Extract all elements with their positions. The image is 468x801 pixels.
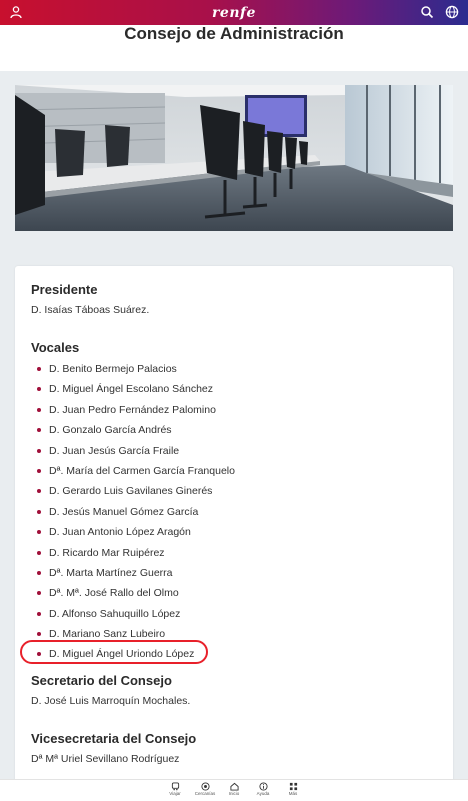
bullet-icon: [37, 632, 41, 636]
bullet-icon: [37, 428, 41, 432]
nav-ayuda[interactable]: Ayuda: [248, 782, 278, 797]
list-item: D. Gonzalo García Andrés: [35, 420, 435, 440]
section-title-presidente: Presidente: [31, 282, 98, 297]
top-bar: [0, 0, 468, 25]
bullet-icon: [37, 571, 41, 575]
section-title-vocales: Vocales: [31, 340, 80, 355]
bullet-icon: [37, 510, 41, 514]
bullet-icon: [37, 530, 41, 534]
list-item: D. Miguel Ángel Uriondo López: [35, 644, 435, 664]
nav-mas[interactable]: Más: [278, 782, 308, 797]
list-item: Dª. Mª. José Rallo del Olmo: [35, 583, 435, 603]
bullet-icon: [37, 449, 41, 453]
bullet-icon: [37, 652, 41, 656]
nav-viajar[interactable]: Viajar: [160, 782, 190, 797]
bullet-icon: [37, 408, 41, 412]
list-item: D. Juan Pedro Fernández Palomino: [35, 400, 435, 420]
cercanias-icon: [201, 782, 210, 791]
bullet-icon: [37, 469, 41, 473]
title-band: [0, 25, 468, 71]
section-title-secretario: Secretario del Consejo: [31, 673, 172, 688]
grid-icon: [289, 782, 298, 791]
user-icon[interactable]: [9, 5, 23, 19]
nav-inicio[interactable]: Inicio: [219, 782, 249, 797]
vicesecretaria-name: Dª Mª Uriel Sevillano Rodríguez: [31, 753, 180, 765]
list-item: Dª. Marta Martínez Guerra: [35, 563, 435, 583]
list-item: D. Gerardo Luis Gavilanes Ginerés: [35, 481, 435, 501]
bullet-icon: [37, 551, 41, 555]
list-item: D. Alfonso Sahuquillo López: [35, 604, 435, 624]
bullet-icon: [37, 489, 41, 493]
vocales-list: [35, 359, 435, 665]
list-item: D. Ricardo Mar Ruipérez: [35, 543, 435, 563]
section-title-vicesecretaria: Vicesecretaria del Consejo: [31, 731, 197, 746]
list-item: D. Jesús Manuel Gómez García: [35, 502, 435, 522]
presidente-name: D. Isaías Táboas Suárez.: [31, 304, 150, 316]
info-icon: [259, 782, 268, 791]
bullet-icon: [37, 387, 41, 391]
home-icon: [230, 782, 239, 791]
list-item: D. Miguel Ángel Escolano Sánchez: [35, 379, 435, 399]
train-icon: [171, 782, 180, 791]
boardroom-illustration: [15, 85, 453, 231]
nav-cercanias[interactable]: Cercanías: [190, 782, 220, 797]
bottom-nav: [0, 779, 468, 801]
renfe-logo[interactable]: renfe: [212, 4, 256, 21]
list-item: D. Mariano Sanz Lubeiro: [35, 624, 435, 644]
board-members-card: [15, 266, 453, 786]
list-item: Dª. María del Carmen García Franquelo: [35, 461, 435, 481]
list-item: D. Benito Bermejo Palacios: [35, 359, 435, 379]
globe-icon[interactable]: [445, 5, 459, 19]
secretario-name: D. José Luis Marroquín Mochales.: [31, 695, 191, 707]
list-item: D. Juan Antonio López Aragón: [35, 522, 435, 542]
bullet-icon: [37, 591, 41, 595]
list-item: D. Juan Jesús García Fraile: [35, 441, 435, 461]
page-title: Consejo de Administración: [124, 24, 344, 43]
search-icon[interactable]: [420, 5, 434, 19]
hero-image: [15, 85, 453, 231]
bullet-icon: [37, 367, 41, 371]
bullet-icon: [37, 612, 41, 616]
